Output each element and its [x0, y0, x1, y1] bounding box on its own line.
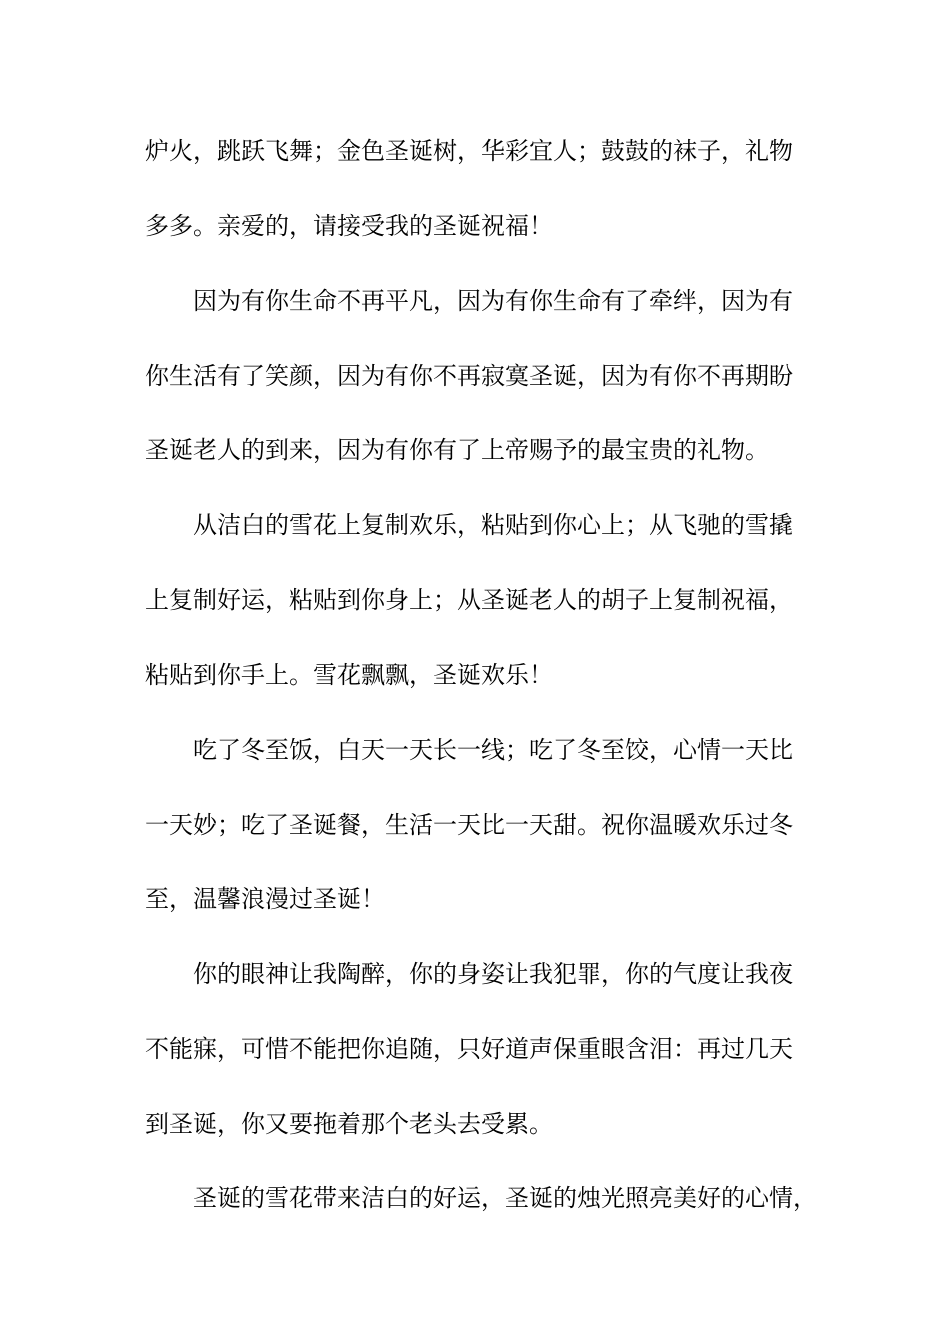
paragraph-first-line: 从洁白的雪花上复制欢乐，粘贴到你心上；从飞驰的雪撬 [193, 511, 793, 539]
text-line: 到圣诞，你又要拖着那个老头去受累。 [145, 1110, 553, 1138]
text-line: 不能寐，可惜不能把你追随，只好道声保重眼含泪：再过几天 [145, 1035, 793, 1063]
paragraph-first-line: 因为有你生命不再平凡，因为有你生命有了牵绊，因为有 [193, 287, 793, 315]
text-line: 你生活有了笑颜，因为有你不再寂寞圣诞，因为有你不再期盼 [145, 362, 793, 390]
text-line: 多多。亲爱的，请接受我的圣诞祝福！ [145, 212, 553, 240]
text-line: 圣诞老人的到来，因为有你有了上帝赐予的最宝贵的礼物。 [145, 436, 769, 464]
text-line: 炉火，跳跃飞舞；金色圣诞树，华彩宜人；鼓鼓的袜子，礼物 [145, 137, 793, 165]
text-line: 至，温馨浪漫过圣诞！ [145, 885, 385, 913]
text-line: 一天妙；吃了圣诞餐，生活一天比一天甜。祝你温暖欢乐过冬 [145, 811, 793, 839]
text-line: 上复制好运，粘贴到你身上；从圣诞老人的胡子上复制祝福， [145, 586, 793, 614]
paragraph-first-line: 你的眼神让我陶醉，你的身姿让我犯罪，你的气度让我夜 [193, 960, 793, 988]
text-line: 粘贴到你手上。雪花飘飘，圣诞欢乐！ [145, 661, 553, 689]
paragraph-first-line: 吃了冬至饭，白天一天长一线；吃了冬至饺，心情一天比 [193, 736, 793, 764]
paragraph-first-line: 圣诞的雪花带来洁白的好运，圣诞的烛光照亮美好的心情， [193, 1184, 817, 1212]
